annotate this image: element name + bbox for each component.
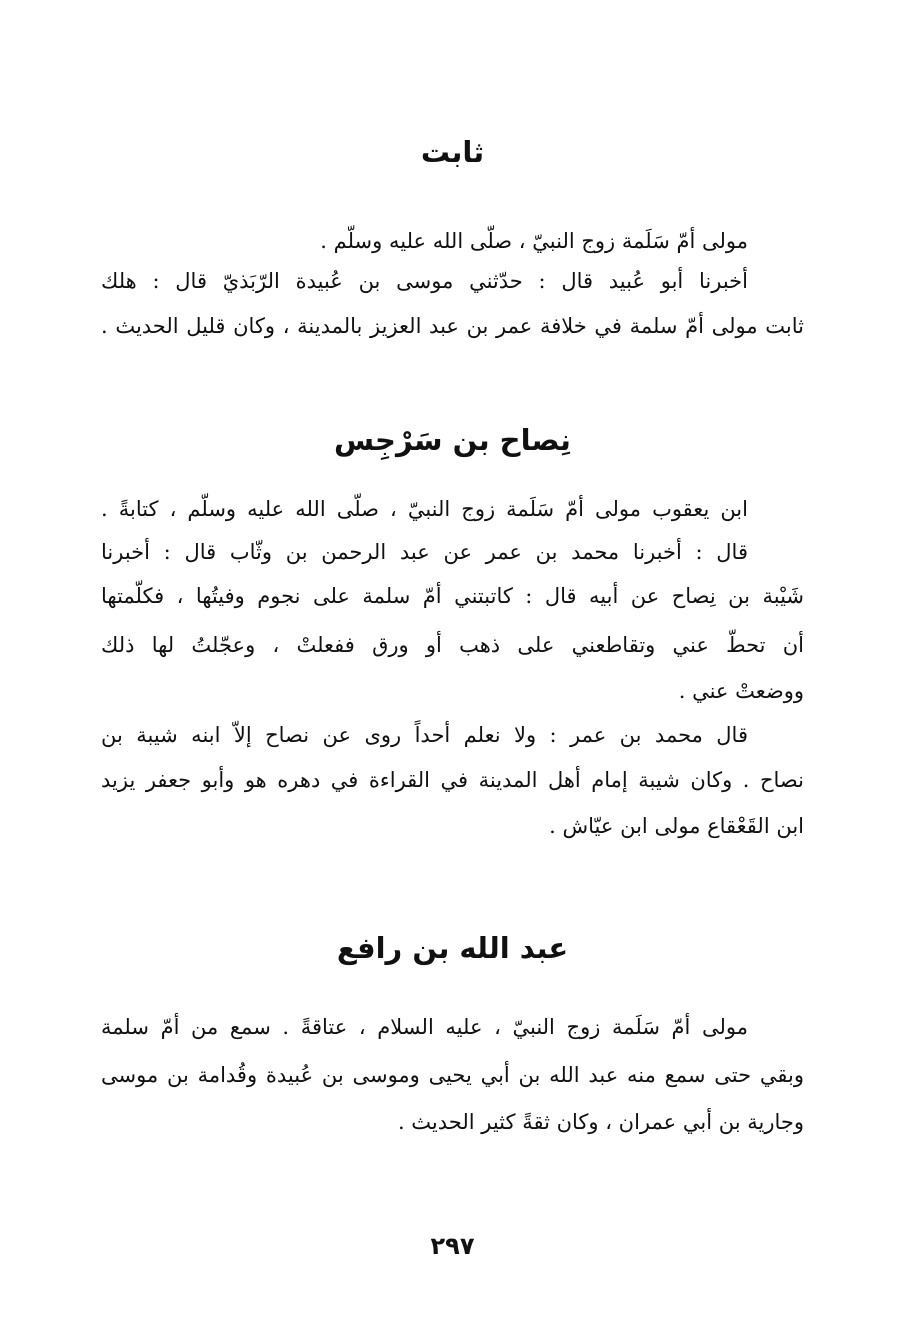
text-line: مولى أمّ سَلَمة زوج النبيّ ، عليه السلام ، عتاقةً . سمع من أمّ سلمة bbox=[101, 1015, 748, 1039]
text-line: شَيْبة بن نِصاح عن أبيه قال : كاتبتني أمّ سلمة على نجوم وفيتُها ، فكلّمتها bbox=[101, 584, 804, 608]
text-line: قال : أخبرنا محمد بن عمر عن عبد الرحمن بن وثّاب قال : أخبرنا bbox=[101, 540, 748, 564]
text-line: أخبرنا أبو عُبيد قال : حدّثني موسى بن عُبيدة الرّبَذيّ قال : هلك bbox=[101, 269, 748, 293]
text-line: نصاح . وكان شيبة إمام أهل المدينة في القراءة في دهره هو وأبو جعفر يزيد bbox=[101, 768, 804, 792]
section-heading-abdullah: عبد الله بن رافع bbox=[336, 931, 569, 965]
section-heading-thabit: ثابت bbox=[420, 135, 485, 169]
text-line: قال محمد بن عمر : ولا نعلم أحداً روى عن نصاح إلاّ ابنه شيبة بن bbox=[101, 723, 748, 747]
text-line: ابن القَعْقاع مولى ابن عيّاش . bbox=[549, 814, 804, 838]
text-line: مولى أمّ سَلَمة زوج النبيّ ، صلّى الله عليه وسلّم . bbox=[320, 229, 748, 253]
text-line: ابن يعقوب مولى أمّ سَلَمة زوج النبيّ ، صلّى الله عليه وسلّم ، كتابةً . bbox=[101, 497, 748, 521]
section-heading-nisah: نِصاح بن سَرْجِس bbox=[334, 423, 571, 457]
text-line: وجارية بن أبي عمران ، وكان ثقةً كثير الحديث . bbox=[397, 1110, 804, 1134]
text-line: أن تحطّ عني وتقاطعني على ذهب أو ورق ففعلتْ ، وعجّلتُ لها ذلك bbox=[101, 633, 804, 657]
text-line: ثابت مولى أمّ سلمة في خلافة عمر بن عبد العزيز بالمدينة ، وكان قليل الحديث . bbox=[101, 314, 804, 338]
page-number: ٢٩٧ bbox=[430, 1232, 475, 1260]
text-line: ووضعتْ عني . bbox=[678, 679, 804, 703]
text-line: وبقي حتى سمع منه عبد الله بن أبي يحيى وموسى بن عُبيدة وقُدامة بن موسى bbox=[101, 1063, 804, 1087]
